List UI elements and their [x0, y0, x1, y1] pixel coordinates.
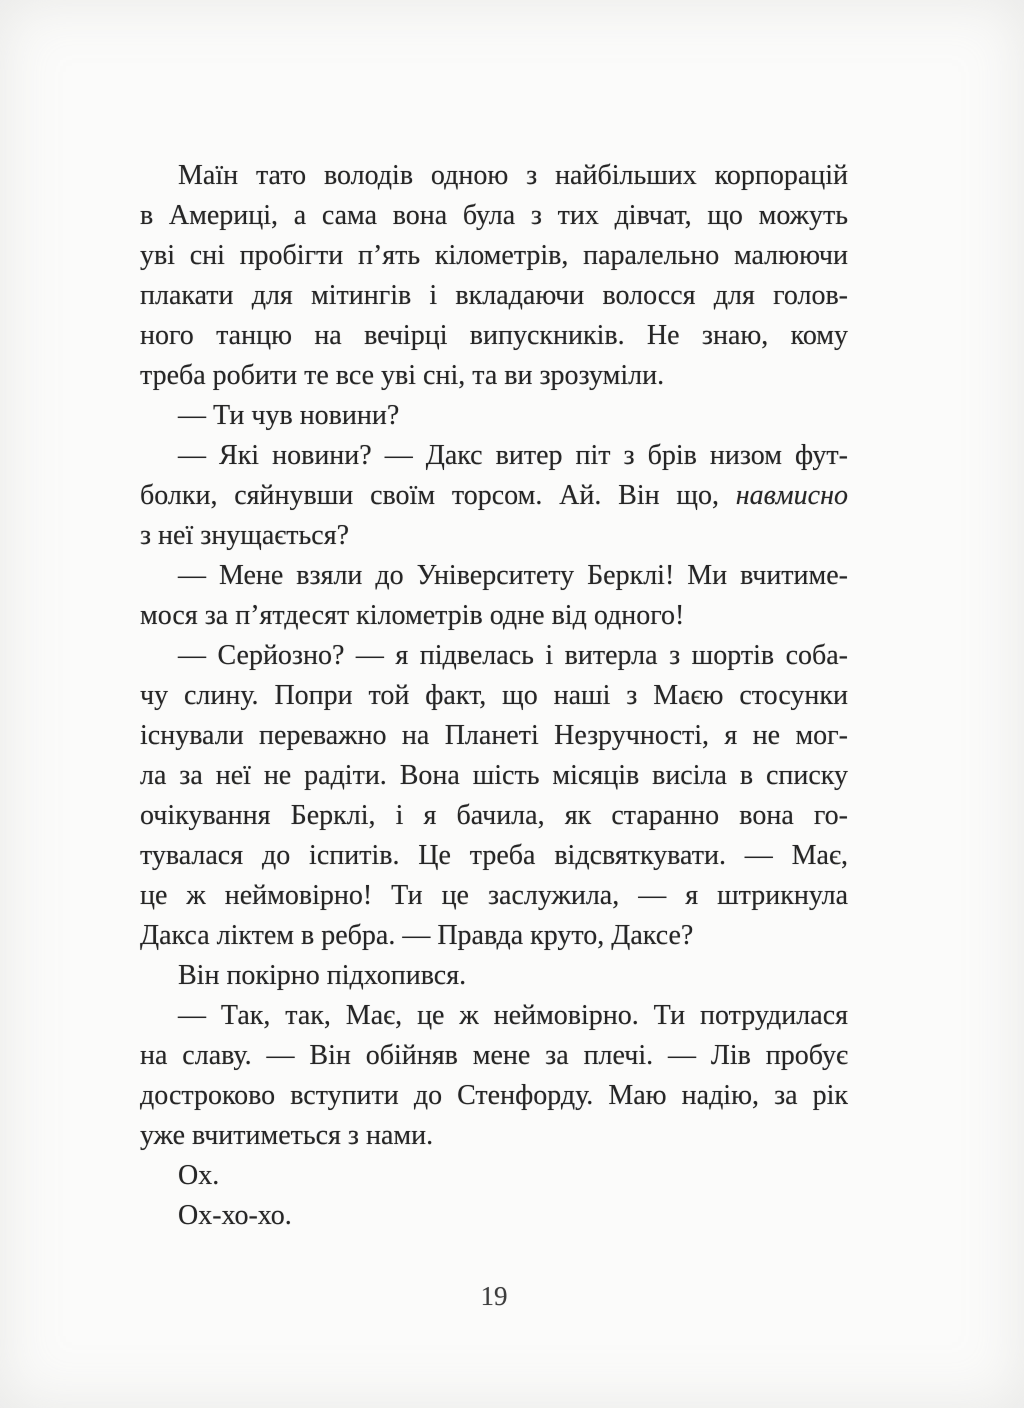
text-segment: уже вчитиметься з нами.: [140, 1120, 434, 1151]
text-segment: Ох-хо-хо.: [178, 1200, 292, 1231]
text-segment: це ж неймовірно! Ти це заслужила, — я штрикнула: [140, 880, 848, 911]
text-line: [140, 1076, 848, 1116]
text-segment: — Ти чув новини?: [178, 400, 400, 431]
text-line: [140, 636, 848, 676]
text-line: [140, 1156, 848, 1196]
text-segment: треба робити те все уві сні, та ви зрозуміли.: [140, 360, 665, 391]
text-line: [140, 996, 848, 1036]
page-text: [140, 156, 848, 1236]
text-segment: Дакса ліктем в ребра. — Правда круто, Даксе?: [140, 920, 694, 951]
text-line: [140, 556, 848, 596]
text-line: [140, 676, 848, 716]
text-segment: очікування Берклі, і я бачила, як старанно вона го-: [140, 800, 848, 831]
text-segment: — Так, так, Має, це ж неймовірно. Ти потрудилася: [178, 1000, 848, 1031]
page-number: 19: [480, 1281, 508, 1311]
text-segment: чу слину. Попри той факт, що наші з Маєю стосунки: [140, 680, 848, 711]
text-line: [140, 1196, 848, 1236]
italic-text: навмисно: [735, 480, 848, 511]
text-segment: ла за неї не радіти. Вона шість місяців висіла в списку: [140, 760, 848, 791]
text-line: [140, 756, 848, 796]
text-line: [140, 1036, 848, 1076]
text-segment: існували переважно на Планеті Незручності, я не мог-: [140, 720, 848, 751]
text-line: [140, 156, 848, 196]
text-segment: плакати для мітингів і вкладаючи волосся для голов-: [140, 280, 848, 311]
text-line: [140, 876, 848, 916]
text-line: [140, 356, 848, 396]
text-segment: — Які новини? — Дакс витер піт з брів низом фут-: [178, 440, 848, 471]
text-segment: з неї знущається?: [140, 520, 350, 551]
text-line: [140, 836, 848, 876]
text-segment: в Америці, а сама вона була з тих дівчат, що можуть: [140, 200, 848, 231]
text-line: [140, 396, 848, 436]
text-segment: уві сні пробігти п’ять кілометрів, паралельно малюючи: [140, 240, 848, 271]
text-line: [140, 716, 848, 756]
text-line: [140, 916, 848, 956]
text-line: [140, 196, 848, 236]
text-segment: болки, сяйнувши своїм торсом. Ай. Він що,: [140, 480, 736, 511]
text-line: [140, 276, 848, 316]
text-segment: Ох.: [178, 1160, 220, 1191]
text-segment: тувалася до іспитів. Це треба відсвяткувати. — Має,: [140, 840, 848, 871]
text-segment: Він покірно підхопився.: [178, 960, 467, 991]
text-line: [140, 1116, 848, 1156]
text-line: [140, 236, 848, 276]
text-line: [140, 956, 848, 996]
text-line: [140, 436, 848, 476]
text-line: [140, 516, 848, 556]
text-segment: мося за п’ятдесят кілометрів одне від одного!: [140, 600, 685, 631]
text-line: [140, 596, 848, 636]
text-segment: ного танцю на вечірці випускників. Не знаю, кому: [140, 320, 848, 351]
text-segment: на славу. — Він обійняв мене за плечі. — Лів пробує: [140, 1040, 848, 1071]
text-line: [140, 316, 848, 356]
text-line: [140, 476, 848, 516]
text-segment: Маїн тато володів одною з найбільших корпорацій: [178, 160, 848, 191]
text-line: [140, 796, 848, 836]
text-segment: — Серйозно? — я підвелась і витерла з шортів соба-: [178, 640, 848, 671]
text-segment: достроково вступити до Стенфорду. Маю надію, за рік: [140, 1080, 848, 1111]
text-segment: — Мене взяли до Університету Берклі! Ми вчитиме-: [178, 560, 848, 591]
